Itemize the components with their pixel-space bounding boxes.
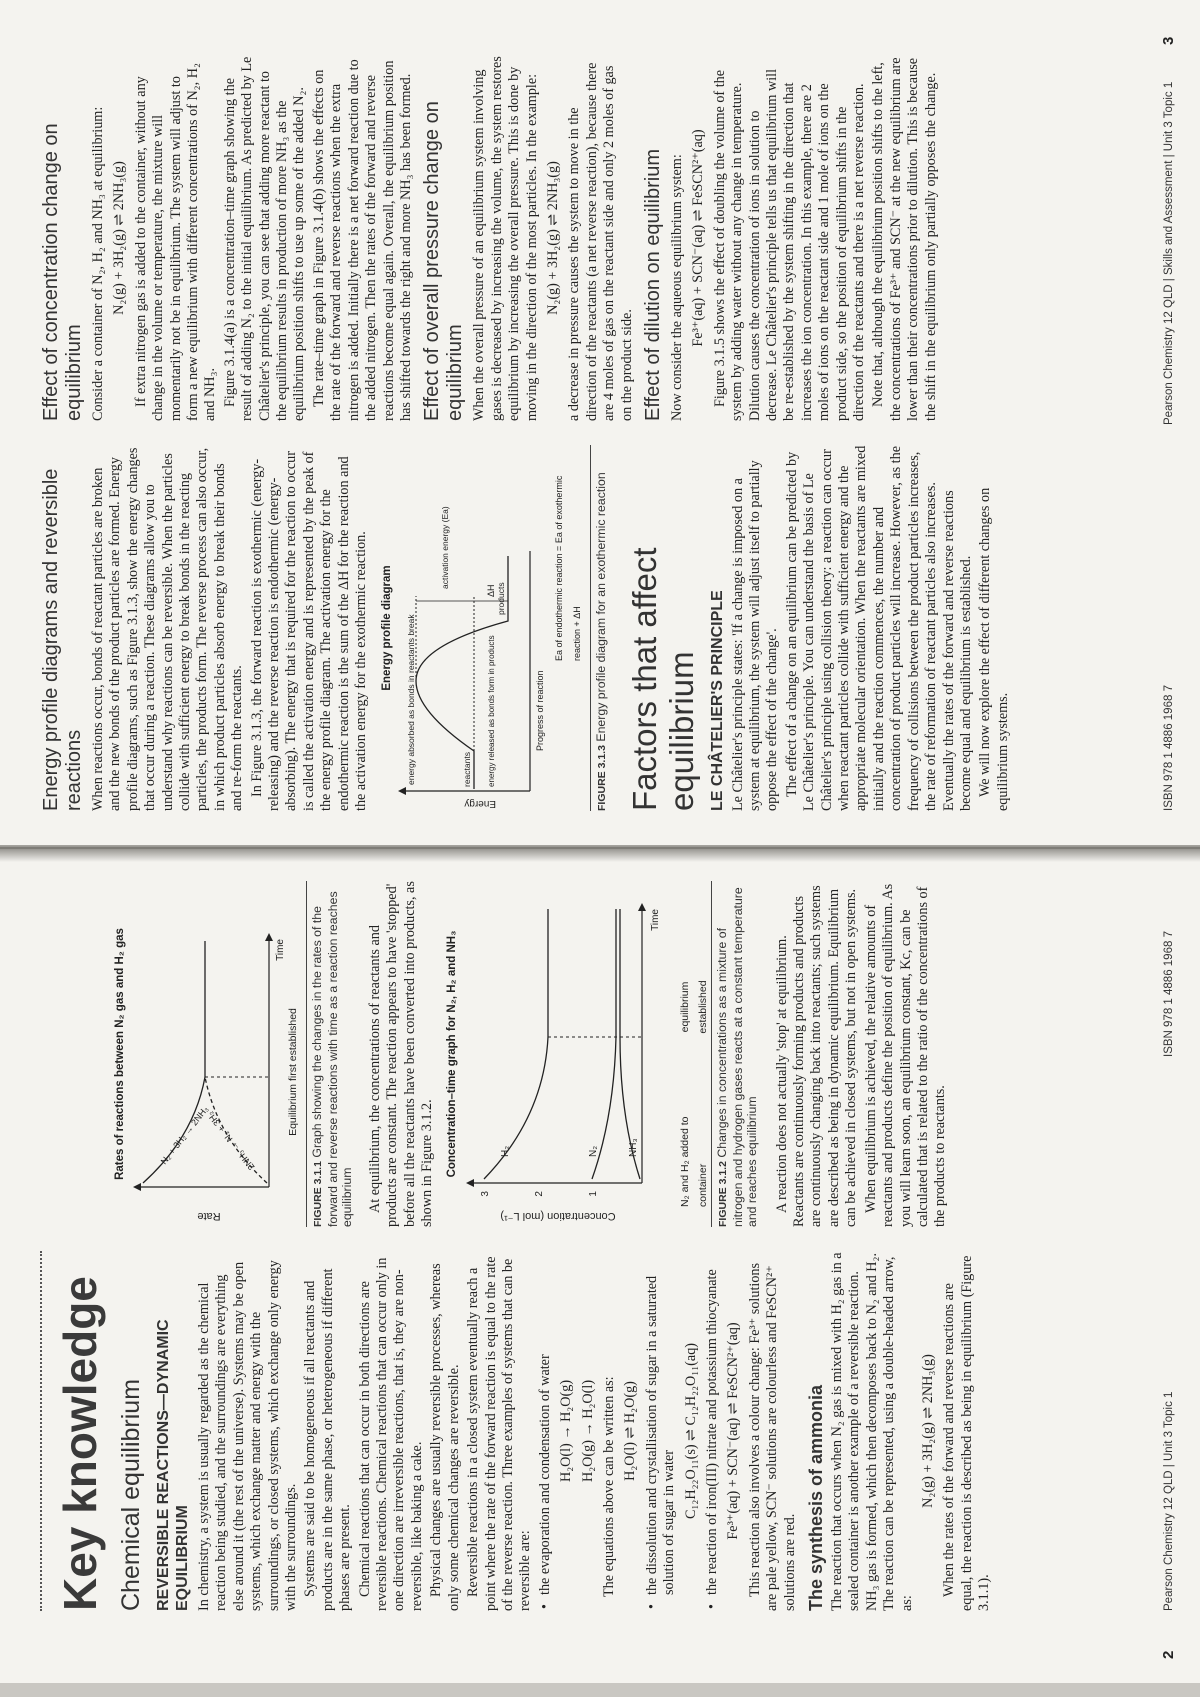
bullet-item: • the dissolution and crystallisation of sugar in a saturated solution of sugar in water [644, 1251, 679, 1611]
equation: N₂(g) + 3H₂(g) ⇌ 2NH₃(g) [920, 1354, 937, 1508]
paragraph: The reaction that occurs when N₂ gas is mixed with H₂ gas in a sealed container is another example of a reversible reaction. NH₃ gas is formed, which then decomposes back to N₂ and H₂. The reaction can be represented, using a double-headed arrow, as: [829, 1252, 915, 1611]
figure-caption [310, 881, 355, 1227]
bullet-item: • the reaction of iron(III) nitrate and potassium thiocyanate [704, 1251, 721, 1611]
paragraph: The equations above can be written as: [600, 1376, 617, 1597]
series-label: NH₃ [627, 1138, 639, 1157]
equation: H₂O(g) → H₂O(l) [579, 1379, 596, 1483]
caption-text: Graph showing the changes in the rates of the forward and reverse reactions with time as a reaction reaches equilibrium [310, 891, 355, 1227]
concentration-heading: Effect of concentration change on equilibrium [40, 123, 85, 421]
paragraph: The rate–time graph in Figure 3.1.4(b) shows the effects on the rate of the forward and reverse reactions when the extra nitrogen is added. Initially there is a net forward reaction due to the added nitrogen. Then the rates of the forward and reverse reactions become equal again. Overall, the equilibrium position has shifted towards the right and more NH₃ has been formed. [310, 59, 414, 421]
series-h2-line [484, 909, 548, 1179]
factors-heading: Factors that affect equilibrium [625, 547, 700, 811]
figure-label: FIGURE 3.1.3 [596, 745, 609, 811]
section-heading: REVERSIBLE REACTIONS—DYNAMIC EQUILIBRIUM [155, 1319, 191, 1611]
paragraph: At equilibrium, the concentrations of reactants and products are constant. The reaction appears to have 'stopped' before all the reactants have been converted into products, as shown in Figure 3.1.2. [366, 881, 435, 1227]
paragraph: In chemistry, a system is usually regarded as the chemical reaction being studied, and the surroundings are everything else around it (the rest of the universe). Systems may be open systems, which exchange matter and energy with the surroundings, or closed systems, which exchange only energy with the surroundings. [196, 1260, 300, 1611]
paragraph: a decrease in pressure causes the system to move in the direction of the reactants (a net reverse reaction), because there are 4 moles of gas on the reactant side and only 2 moles of gas on the product side. [566, 62, 635, 421]
annotation: ΔH [485, 584, 496, 597]
page-number: 3 [1160, 36, 1177, 45]
forward-curve-label: N₂ + 3H₂ → 2NH₃ [159, 1104, 211, 1167]
equation: Fe³⁺(aq) + SCN⁻(aq) ⇌ FeSCN²⁺(aq) [725, 1322, 742, 1540]
x-axis-label: Time [275, 939, 287, 961]
series-label: H₂ [499, 1145, 511, 1157]
paragraph: Le Châtelier's principle states: 'If a change is imposed on a system at equilibrium, the system will adjust itself to partially oppose the effect of the change'. [729, 460, 781, 811]
x-axis-arrow [265, 933, 273, 941]
equation: N₂(g) + 3H₂(g) ⇌ 2NH₃(g) [544, 161, 561, 315]
reverse-rate-curve [205, 1077, 267, 1183]
paragraph: We will now explore the effect of different changes on equilibrium systems. [977, 487, 1011, 811]
equation: C₁₂H₂₂O₁₁(s) ⇌ C₁₂H₂₂O₁₁(aq) [682, 1342, 699, 1520]
chapter-subheading: Chemical equilibrium [117, 1378, 145, 1611]
figure-3-1-1-rate-graph [129, 881, 287, 1227]
figure-3-1-2-concentration-graph [462, 881, 672, 1227]
paragraph: Reversible reactions in a closed system eventually reach a point where the rate of the forward reaction is equal to the rate of the reverse reaction. Three examples of systems that can be reversible are: [465, 1256, 534, 1611]
pressure-heading: Effect of overall pressure change on equilibrium [421, 101, 467, 421]
caption-text: Energy profile diagram for an exothermic reaction [594, 472, 609, 742]
annotation: products [495, 582, 506, 615]
annotation: reactants [461, 752, 472, 787]
paragraph: Systems are said to be homogeneous if all reactants and products are in the same phase, or heterogeneous if different phases are present. [302, 1268, 354, 1611]
endothermic-annotation: Ea of endothermic reaction = Ea of exothermic reaction + ΔH [554, 475, 582, 661]
caption-rule [306, 881, 307, 1227]
start-annotation: N₂ and H₂ added to container [679, 1116, 709, 1207]
right-column-2 [40, 55, 942, 421]
paragraph: Chemical reactions that can occur in both directions are reversible reactions. Chemical reactions that can occur only in one direction are irreversible reactions, that is, they are non-reversible, like baking a cake. [356, 1257, 425, 1611]
caption-text: Changes in concentrations as a mixture of nitrogen and hydrogen gases reacts at a constant temperature and reaches equilibrium [715, 887, 760, 1227]
paragraph: When the overall pressure of an equilibrium system involving gases is decreased by increasing the volume, the system restores equilibrium by increasing the overall pressure. This is done by moving in the direction of the most particles. In the example: [471, 56, 540, 421]
y-axis-label: Concentration (mol L⁻¹) [500, 1210, 616, 1222]
figure-annotations [677, 881, 707, 1227]
bullet-item: • the evaporation and condensation of water [537, 1251, 554, 1611]
paragraph: Note that, although the equilibrium position shifts to the left, the concentrations of Fe³⁺ and SCN⁻ at the new equilibrium are lower than their concentrations prior to dilution. This is because the shift in the equilibrium only partially opposes the change. [870, 57, 939, 421]
left-column-1 [116, 1251, 996, 1611]
figure-label: FIGURE 3.1.1 [312, 1161, 325, 1227]
y-axis-label: Energy [464, 798, 496, 809]
caption-rule [711, 881, 712, 1227]
ammonia-heading: The synthesis of ammonia [806, 1384, 826, 1611]
equilibrium-annotation: Equilibrium first established [286, 1008, 299, 1136]
figure-caption [594, 445, 610, 811]
paragraph: In Figure 3.1.3, the forward reaction is exothermic (energy-releasing) and the reverse reaction is endothermic (energy-absorbing). The energy that is required for the reaction to occur is called the activation energy and is represented by the peak of the energy profile diagram. The activation energy for the endothermic reaction is the sum of the ΔH for the reaction and the activation energy for the exothermic reaction. [248, 451, 370, 811]
figure-label: FIGURE 3.1.2 [717, 1161, 730, 1227]
y-axis-label: Rate [197, 1210, 222, 1222]
x-axis-arrow [638, 903, 646, 911]
left-page [0, 849, 1200, 1697]
page-edge [0, 1683, 1200, 1697]
page-footer: Pearson Chemistry 12 QLD | Skills and Assessment | Unit 3 Topic 1 [1163, 81, 1175, 425]
figure-title: Concentration–time graph for N₂, H₂ and NH₃ [446, 930, 459, 1178]
figure-title: Rates of reactions between N₂ gas and H₂ gas [114, 928, 126, 1180]
right-page [0, 0, 1200, 845]
equation: Fe³⁺(aq) + SCN⁻(aq) ⇌ FeSCN²⁺(aq) [690, 129, 707, 347]
paragraph: The effect of a change on an equilibrium can be predicted by Le Châtelier's principle. You can understand the basis of Le Châtelier's principle using collision theory: a reaction can occur when reactant particles collide with sufficient energy and the appropriate molecular orientation. When the reactants are mixed initially and the reaction commences, the number and concentration of product particles will increase. However, as the frequency of collisions between the product particles increases, the rate of reformation of reactant particles also increases. Eventually the rates of the forward and reverse reactions become equal and equilibrium is established. [783, 445, 974, 811]
dilution-heading: Effect of dilution on equilibrium [641, 148, 664, 421]
annotation: energy released as bonds form in products [486, 635, 496, 787]
isbn: ISBN 978 1 4886 1968 7 [1163, 685, 1175, 811]
paragraph: Physical changes are usually reversible processes, whereas only some chemical changes are reversible. [428, 1263, 462, 1611]
caption-rule [590, 445, 591, 811]
y-axis-arrow [398, 787, 406, 795]
paragraph: When equilibrium is achieved, the relative amounts of reactants and products define the position of equilibrium. As you will learn soon, an equilibrium constant, Kc, can be calculated that is related to the ratio of the concentrations of the products to reactants. [862, 883, 949, 1227]
equation: N₂(g) + 3H₂(g) ⇌ 2NH₃(g) [111, 161, 128, 315]
equation: H₂O(l) → H₂O(g) [558, 1379, 575, 1483]
equation: H₂O(l) ⇌ H₂O(g) [622, 1381, 639, 1481]
page-number: 2 [1160, 1650, 1177, 1659]
series-n2-line [592, 909, 616, 1179]
tick-label: 3 [479, 1191, 491, 1197]
x-axis-label: Progress of reaction [534, 670, 545, 751]
isbn: ISBN 978 1 4886 1968 7 [1163, 931, 1175, 1057]
paragraph: When reactions occur, bonds of reactant particles are broken and the new bonds of the product particles are formed. Energy profile diagrams, such as Figure 3.1.3, show the energy changes that occur during a reaction. These diagrams allow you to understand why reactions can be reversible. When the particles collide with sufficient energy to break bonds in the reacting particles, the products form. The reverse process can also occur, in which product particles absorb energy to break their bonds and re-form the reactants. [90, 447, 246, 811]
figure-3-1-3-energy-diagram [396, 445, 546, 811]
equilibrium-annotation: equilibrium established [679, 980, 709, 1034]
tick-label: 1 [587, 1191, 599, 1197]
le-chatelier-heading: LE CHÂTELIER'S PRINCIPLE [708, 590, 726, 811]
series-label: N₂ [587, 1145, 599, 1157]
paragraph: When the rates of the forward and reverse reactions are equal, the reaction is described as being in equilibrium (Figure 3.1.1). [941, 1255, 993, 1611]
annotation: activation energy (Ea) [439, 506, 450, 589]
right-column-1 [40, 445, 1014, 811]
left-column-2 [112, 881, 952, 1227]
paragraph: Consider a container of N₂, H₂ and NH₃ at equilibrium: [90, 106, 106, 421]
paragraph: Figure 3.1.5 shows the effect of doubling the volume of the system by adding water without any change in temperature. Dilution causes the concentration of ions in solution to decrease. Le Châtelier's principle tells us that equilibrium will be re-established by the system shifting in the direction that increases the ion concentration. In this example, there are 2 moles of ions on the reactant side and 1 mole of ions on the product side, so the position of equilibrium shifts in the direction of the reactants and there is a net reverse reaction. [711, 68, 868, 421]
y-axis-arrow [133, 1183, 141, 1191]
paragraph: Now consider the aqueous equilibrium system: [668, 154, 685, 421]
top-dotted-rule [40, 1251, 42, 1611]
page-footer: Pearson Chemistry 12 QLD | Unit 3 Topic 1 [1163, 1391, 1175, 1611]
paragraph: Figure 3.1.4(a) is a concentration–time graph showing the result of adding N₂ to the initial equilibrium. As predicted by Le Châtelier's principle, you can see that adding more reactant to the equilibrium results in production of more NH₃ as the equilibrium position shifts to use up some of the added N₂. [221, 56, 308, 421]
y-axis-arrow [466, 1179, 474, 1187]
x-axis-label: Time [649, 909, 661, 931]
figure-caption [715, 881, 760, 1227]
annotation: energy absorbed as bonds in reactants break [405, 614, 416, 785]
figure-title: Energy profile diagram [380, 565, 393, 691]
paragraph: This reaction also involves a colour change: Fe³⁺ solutions are pale yellow, SCN⁻ solutions are colourless and FeSCN²⁺ solutions are red. [746, 1262, 798, 1611]
page-heading: Key knowledge [54, 1276, 106, 1611]
reverse-curve-label: 2NH₃ → N₂ + 3H₂ [205, 1109, 257, 1172]
paragraph: If extra nitrogen gas is added to the container, without any change in the volume or temperature, the mixture will momentarily not be in equilibrium. The system will adjust to form a new equilibrium with different concentrations of N₂, H₂ and NH₃. [132, 63, 219, 421]
tick-label: 2 [533, 1191, 545, 1197]
energy-heading: Energy profile diagrams and reversible reactions [40, 468, 85, 811]
paragraph: A reaction does not actually 'stop' at equilibrium. Reactants are continuously forming products and products are continuously changing back into reactants; such systems are described as being in dynamic equilibrium. Equilibrium can be achieved in closed systems, but not in open systems. [773, 885, 860, 1227]
